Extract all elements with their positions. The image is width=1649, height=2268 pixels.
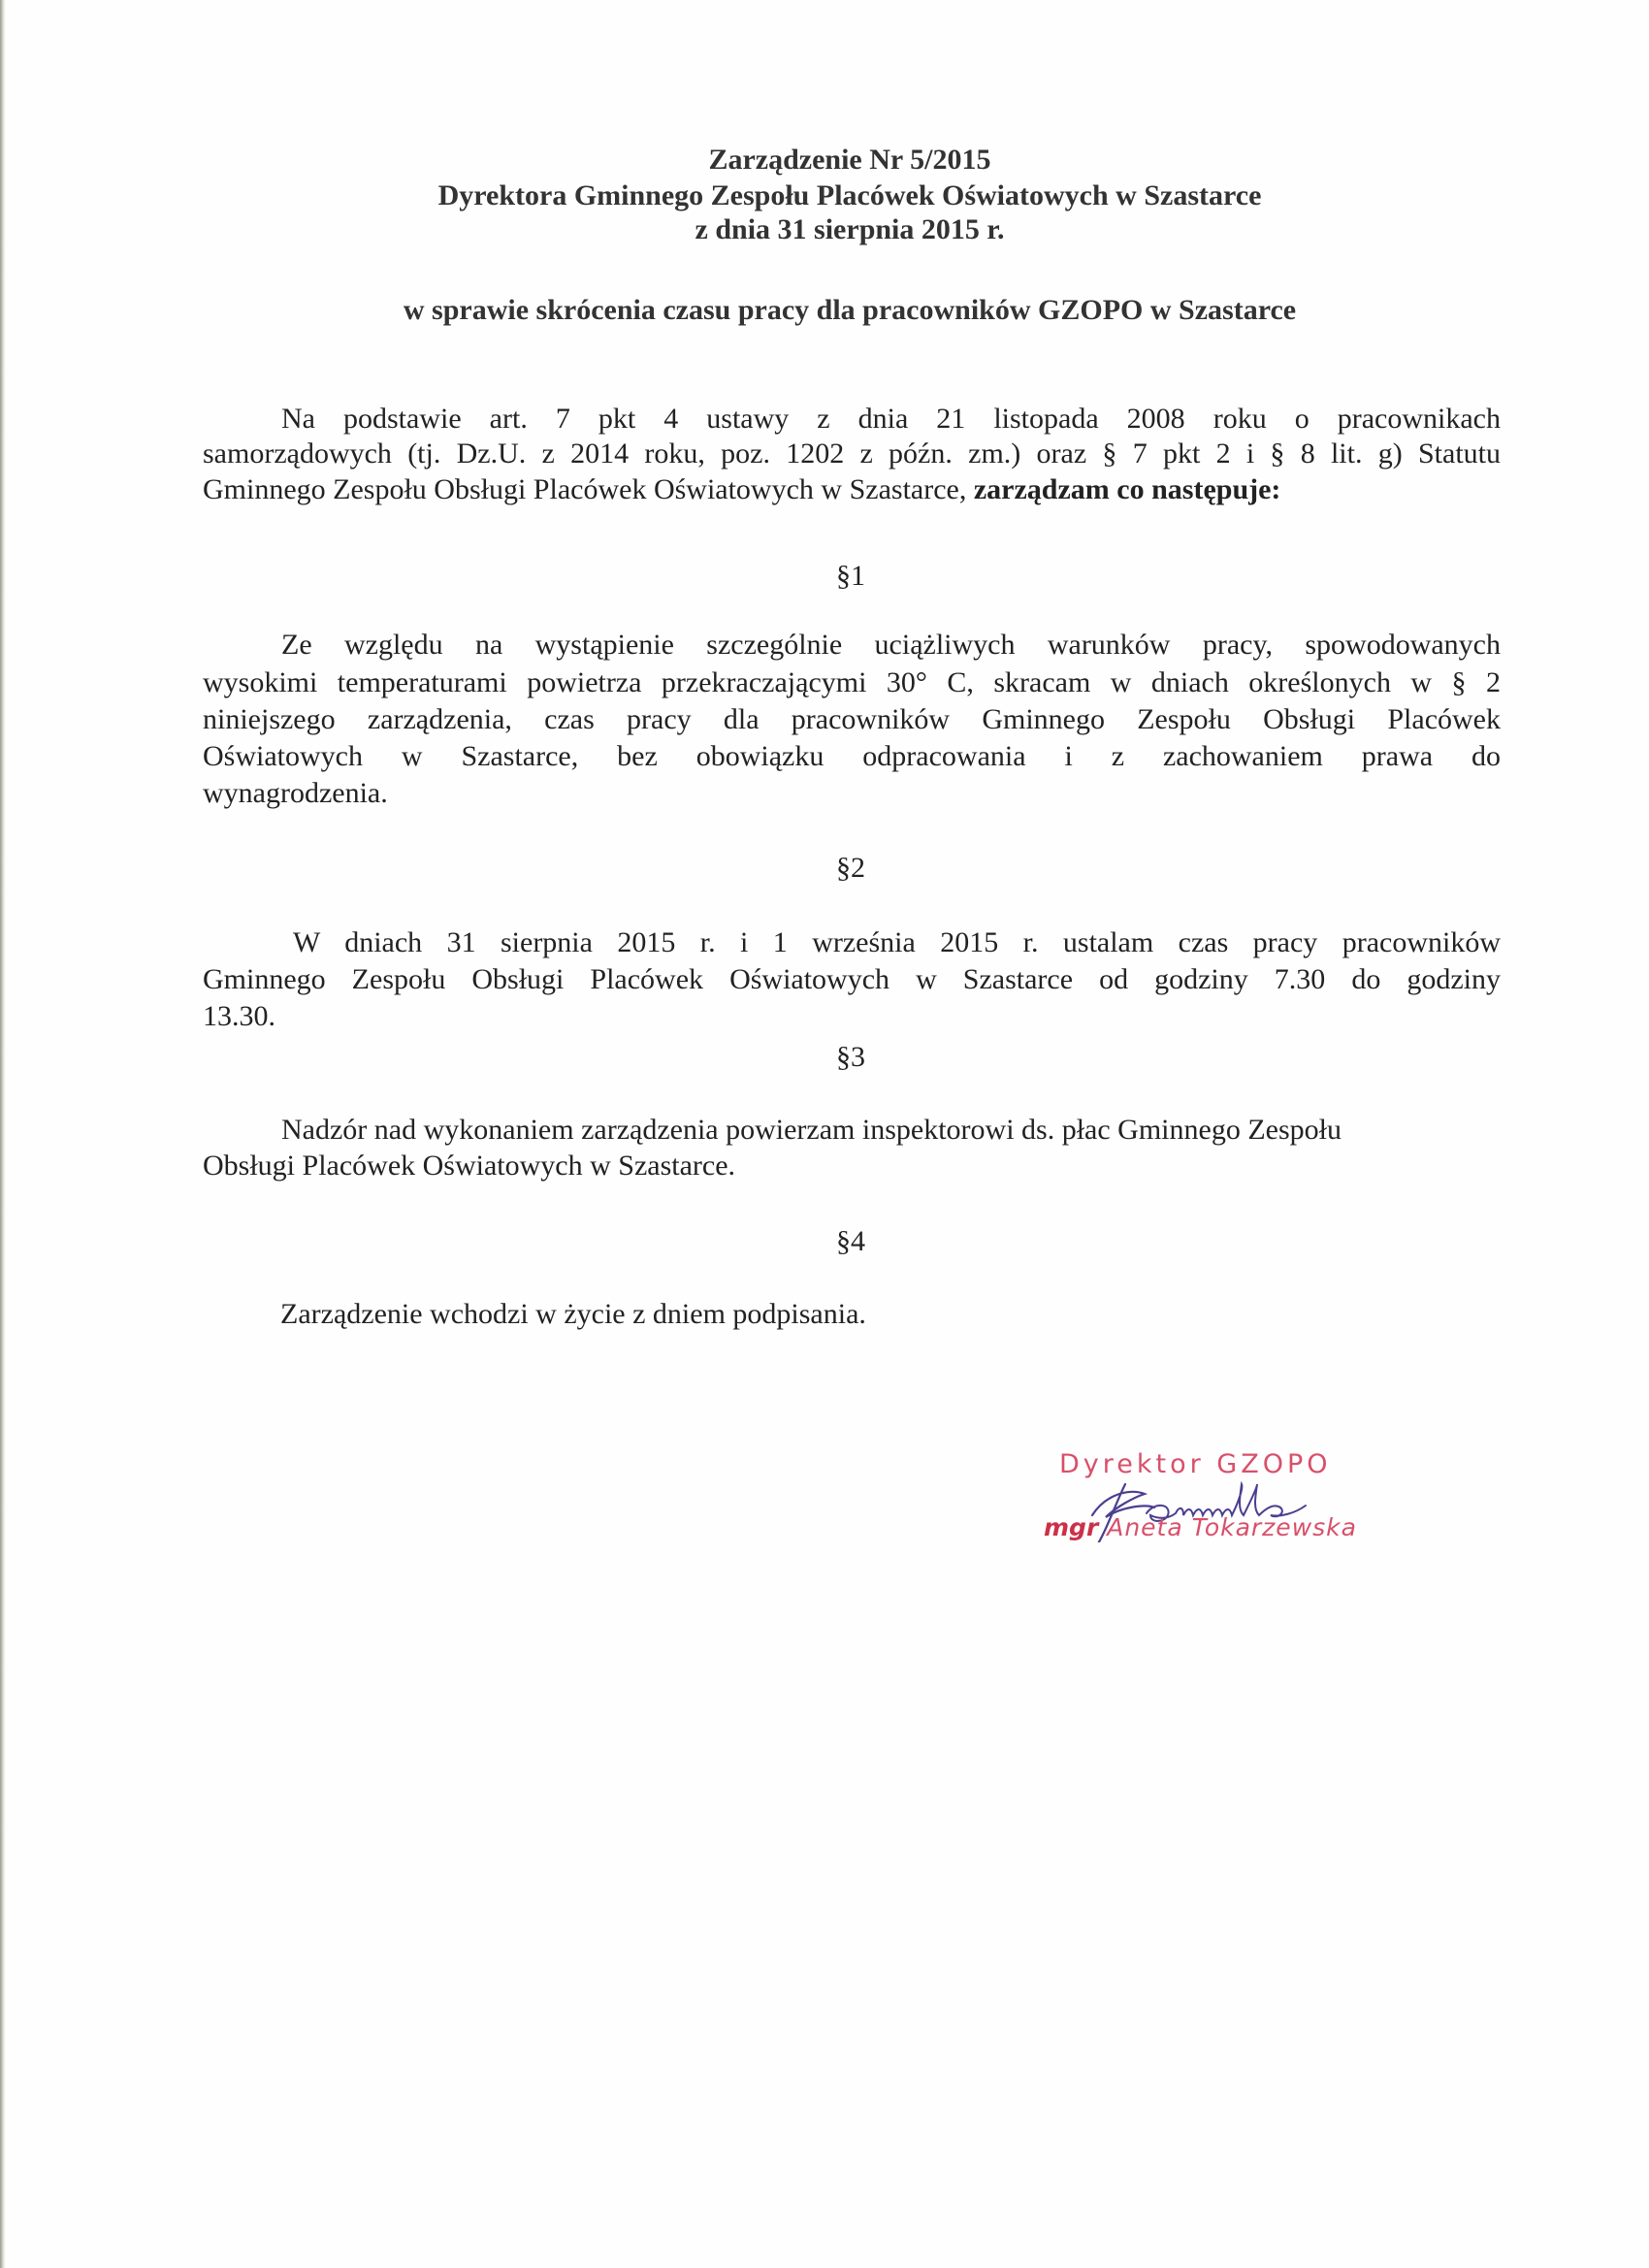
- preamble-line: samorządowych (tj. Dz.U. z 2014 roku, poz. 1202 z późn. zm.) oraz § 7 pkt 2 i § 8 lit. g) Statutu: [203, 437, 1501, 470]
- section-1-line: wysokimi temperaturami powietrza przekraczającymi 30° C, skracam w dniach określonych w § 2: [203, 666, 1501, 698]
- section-marker-2: §2: [836, 852, 865, 884]
- stamp-signatory: [1044, 1513, 1357, 1541]
- preamble-text: Gminnego Zespołu Obsługi Placówek Oświatowych w Szastarce,: [203, 473, 967, 505]
- stamp-prefix: mgr: [1044, 1513, 1099, 1541]
- preamble-bold-clause: zarządzam co następuje:: [973, 473, 1281, 505]
- section-marker-1: §1: [836, 560, 865, 592]
- stamp-title: Dyrektor GZOPO: [1059, 1449, 1332, 1479]
- document-issuer: Dyrektora Gminnego Zespołu Placówek Oświatowych w Szastarce: [437, 179, 1262, 211]
- section-2-line: Gminnego Zespołu Obsługi Placówek Oświatowych w Szastarce od godziny 7.30 do godziny: [203, 963, 1501, 995]
- document-subject: w sprawie skrócenia czasu pracy dla pracowników GZOPO w Szastarce: [403, 294, 1297, 326]
- section-1-line: Ze względu na wystąpienie szczególnie uciążliwych warunków pracy, spowodowanych: [281, 629, 1501, 661]
- stamp-name: Aneta Tokarzewska: [1107, 1513, 1357, 1541]
- document-date: z dnia 31 sierpnia 2015 r.: [695, 213, 1005, 245]
- section-3-line: Nadzór nad wykonaniem zarządzenia powierzam inspektorowi ds. płac Gminnego Zespołu: [281, 1114, 1342, 1146]
- section-1-line: niniejszego zarządzenia, czas pracy dla pracowników Gminnego Zespołu Obsługi Placówek: [203, 703, 1501, 735]
- section-2-line: W dniach 31 sierpnia 2015 r. i 1 września 2015 r. ustalam czas pracy pracowników: [293, 926, 1501, 958]
- section-marker-3: §3: [836, 1041, 865, 1073]
- section-4-line: Zarządzenie wchodzi w życie z dniem podpisania.: [280, 1298, 866, 1330]
- section-1-line: wynagrodzenia.: [203, 777, 388, 809]
- section-2-line: 13.30.: [203, 1000, 275, 1032]
- document-title: Zarządzenie Nr 5/2015: [708, 144, 991, 176]
- scan-edge-shadow: [0, 0, 6, 2268]
- preamble-line: Na podstawie art. 7 pkt 4 ustawy z dnia 21 listopada 2008 roku o pracownikach: [281, 403, 1501, 435]
- section-1-line: Oświatowych w Szastarce, bez obowiązku odpracowania i z zachowaniem prawa do: [203, 740, 1501, 772]
- section-marker-4: §4: [836, 1225, 865, 1257]
- section-3-line: Obsługi Placówek Oświatowych w Szastarce.: [203, 1150, 736, 1182]
- preamble-line: [203, 472, 1280, 507]
